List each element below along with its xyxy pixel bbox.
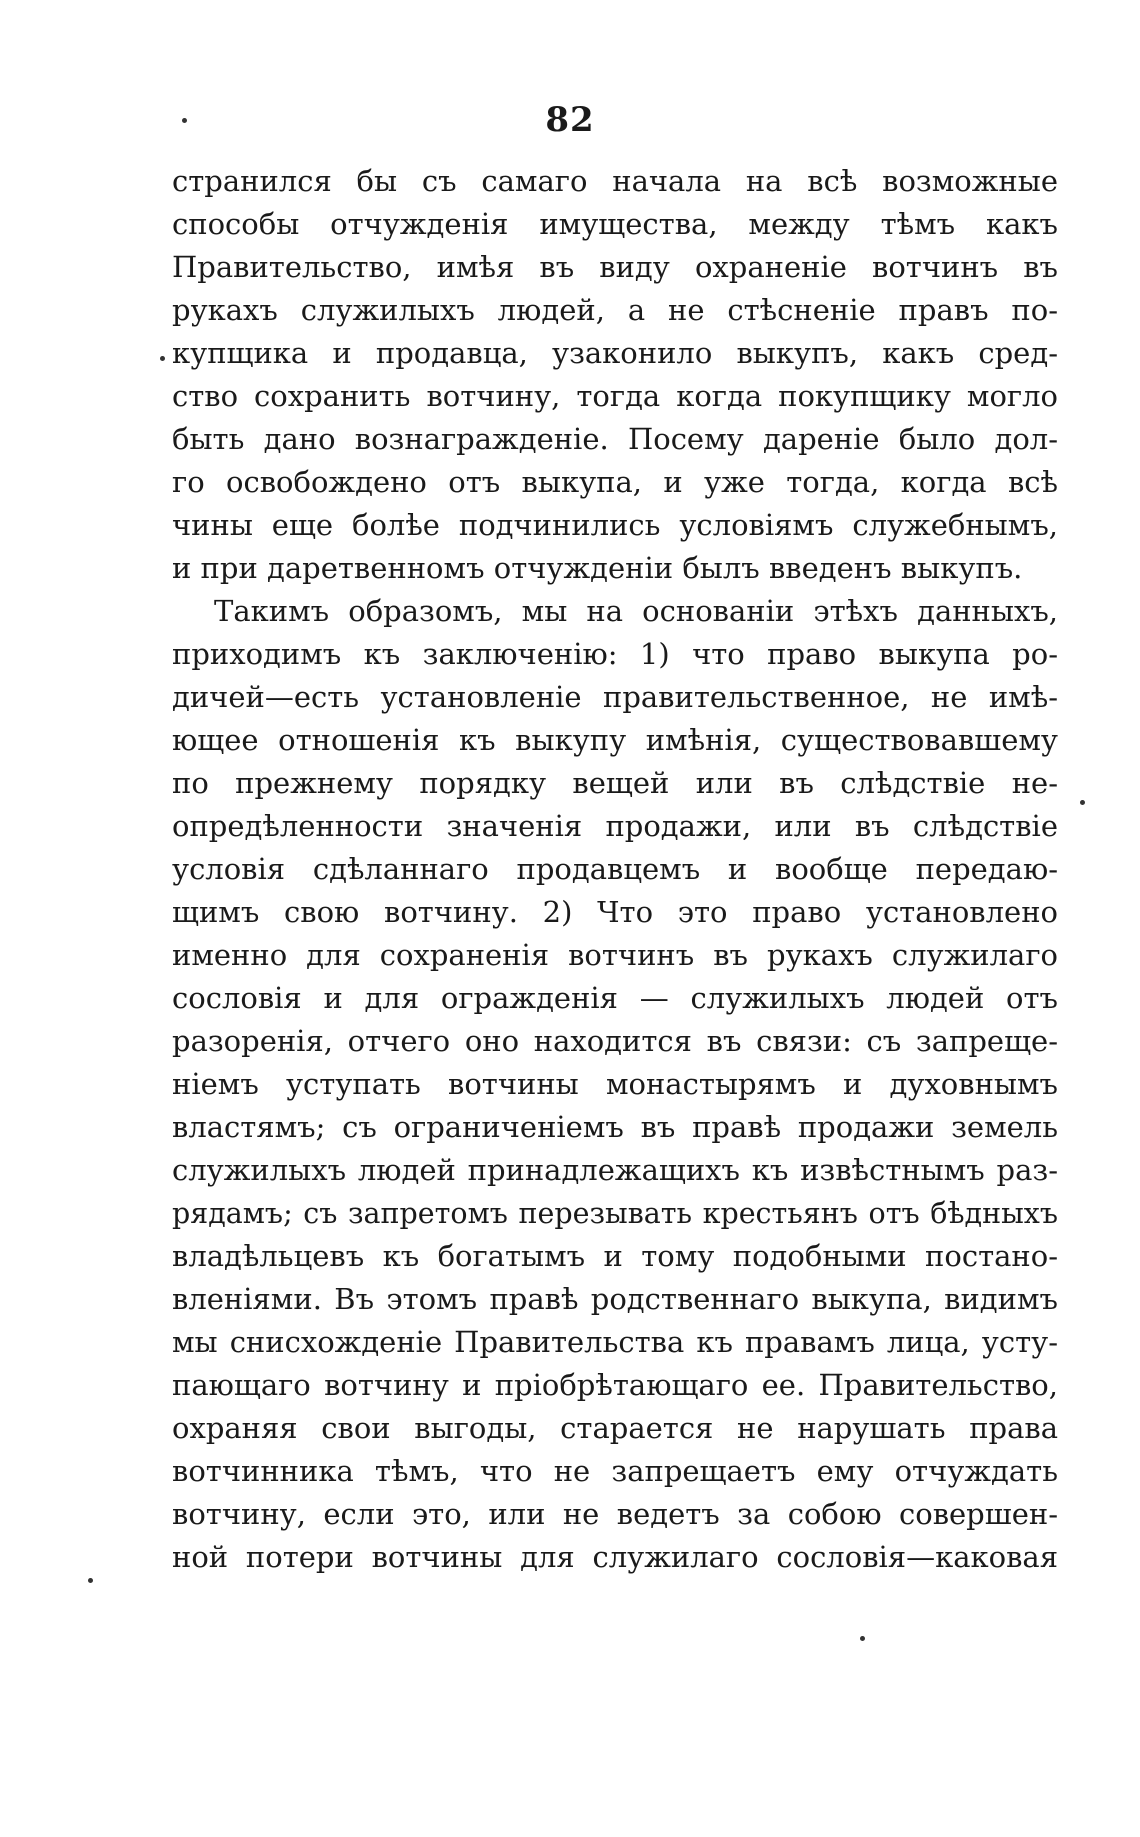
- print-speck: [860, 1636, 865, 1641]
- text-line: ной потери вотчины для служилаго сословія—каковая: [172, 1540, 1058, 1574]
- text-line: быть дано вознагражденіе. Посему дареніе было дол-: [172, 422, 1058, 456]
- text-line: вотчину, если это, или не ведетъ за собою совершен-: [172, 1497, 1058, 1531]
- text-line: властямъ; съ ограниченіемъ въ правѣ продажи земель: [172, 1110, 1058, 1144]
- text-line: сословія и для огражденія — служилыхъ людей отъ: [172, 981, 1058, 1015]
- print-speck: [88, 1578, 93, 1583]
- paragraph-start-line: Такимъ образомъ, мы на основаніи этѣхъ данныхъ,: [214, 594, 1058, 628]
- text-line: мы снисхожденіе Правительства къ правамъ лица, усту-: [172, 1325, 1058, 1359]
- text-line: Правительство, имѣя въ виду охраненіе вотчинъ въ: [172, 250, 1058, 284]
- text-line: щимъ свою вотчину. 2) Что это право установлено: [172, 895, 1058, 929]
- text-line: служилыхъ людей принадлежащихъ къ извѣстнымъ раз-: [172, 1153, 1058, 1187]
- text-line: по прежнему порядку вещей или въ слѣдствіе не-: [172, 766, 1058, 800]
- text-line: разоренія, отчего оно находится въ связи: съ запреще-: [172, 1024, 1058, 1058]
- text-line: вотчинника тѣмъ, что не запрещаетъ ему отчуждать: [172, 1454, 1058, 1488]
- text-line: опредѣленности значенія продажи, или въ слѣдствіе: [172, 809, 1058, 843]
- text-line: владѣльцевъ къ богатымъ и тому подобными постано-: [172, 1239, 1058, 1273]
- page-number: 82: [545, 100, 595, 140]
- text-line: чины еще болѣе подчинились условіямъ служебнымъ,: [172, 508, 1058, 542]
- text-line: и при даретвенномъ отчужденіи былъ введенъ выкупъ.: [172, 551, 1023, 585]
- text-line: способы отчужденія имущества, между тѣмъ какъ: [172, 207, 1058, 241]
- text-line: рукахъ служилыхъ людей, а не стѣсненіе правъ по-: [172, 293, 1058, 327]
- text-line: ство сохранить вотчину, тогда когда покупщику могло: [172, 379, 1058, 413]
- text-line: дичей—есть установленіе правительственное, не имѣ-: [172, 680, 1058, 714]
- text-line: странился бы съ самаго начала на всѣ возможные: [172, 164, 1058, 198]
- text-line: приходимъ къ заключенію: 1) что право выкупа ро-: [172, 637, 1058, 671]
- text-line: го освобождено отъ выкупа, и уже тогда, когда всѣ: [172, 465, 1058, 499]
- body-text: [172, 160, 1058, 1579]
- print-speck: [160, 356, 165, 361]
- text-line: охраняя свои выгоды, старается не нарушать права: [172, 1411, 1058, 1445]
- text-line: рядамъ; съ запретомъ перезывать крестьянъ отъ бѣдныхъ: [172, 1197, 1058, 1230]
- text-line: купщика и продавца, узаконило выкупъ, какъ сред-: [172, 336, 1058, 370]
- text-line: пающаго вотчину и пріобрѣтающаго ее. Правительство,: [172, 1368, 1058, 1402]
- text-line: ющее отношенія къ выкупу имѣнія, существовавшему: [172, 723, 1058, 757]
- print-speck: [1080, 800, 1085, 805]
- text-line: вленіями. Въ этомъ правѣ родственнаго выкупа, видимъ: [172, 1282, 1058, 1316]
- text-line: ніемъ уступать вотчины монастырямъ и духовнымъ: [172, 1067, 1058, 1101]
- text-line: именно для сохраненія вотчинъ въ рукахъ служилаго: [172, 938, 1058, 972]
- text-line: условія сдѣланнаго продавцемъ и вообще передаю-: [172, 852, 1058, 886]
